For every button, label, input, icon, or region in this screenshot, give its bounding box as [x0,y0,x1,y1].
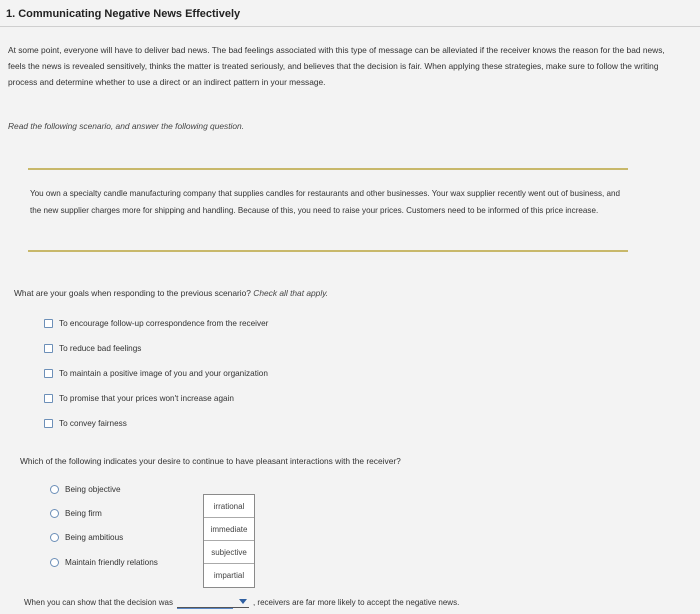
dropdown-option[interactable]: immediate [204,518,254,541]
radio-label: Being firm [65,508,102,518]
radio-label: Being ambitious [65,532,124,542]
radio-icon[interactable] [50,509,59,518]
dropdown-option[interactable]: irrational [204,495,254,518]
instruction-text: Read the following scenario, and answer the following question. [8,121,245,131]
intro-paragraph: At some point, everyone will have to deliver bad news. The bad feelings associated with this type of message can be alleviated if the receiver knows the reason for the bad news, feels the news is revealed sensitively, thinks the matter is treated seriously, and believes that the decision is fair. When applying these strategies, make sure to follow the writing process and determine whether to use a direct or an indirect pattern in your message. [8,45,665,87]
checkbox-option[interactable] [44,416,127,430]
checkbox-icon[interactable] [44,419,53,428]
question-1-prompt [14,288,328,298]
chevron-down-icon[interactable] [239,599,247,604]
checkbox-label: To convey fairness [59,418,127,428]
radio-option[interactable] [50,530,123,544]
page-title: 1. Communicating Negative News Effectively [6,8,241,20]
scenario-top-rule [28,168,628,170]
radio-option[interactable] [50,482,121,496]
sentence-before: When you can show that the decision was [24,597,173,607]
dropdown-option[interactable]: subjective [204,541,254,564]
answer-dropdown[interactable] [177,597,249,608]
radio-icon[interactable] [50,533,59,542]
checkbox-option[interactable] [44,366,268,380]
fill-in-sentence [24,596,459,608]
scenario-box [28,168,628,252]
checkbox-icon[interactable] [44,394,53,403]
dropdown-underline [177,608,233,609]
question-1-text: What are your goals when responding to the previous scenario? [14,288,251,298]
dropdown-option[interactable]: impartial [213,571,245,580]
sentence-after: , receivers are far more likely to accept the negative news. [252,597,460,607]
checkbox-icon[interactable] [44,344,53,353]
radio-option[interactable] [50,555,158,569]
radio-option[interactable] [50,506,102,520]
radio-label: Being objective [65,484,121,494]
checkbox-icon[interactable] [44,319,53,328]
scenario-bottom-rule [28,250,628,252]
title-divider [0,26,700,27]
radio-label: Maintain friendly relations [65,557,158,567]
checkbox-icon[interactable] [44,369,53,378]
checkbox-label: To maintain a positive image of you and your organization [59,368,268,378]
checkbox-option[interactable] [44,316,268,330]
dropdown-options-list [203,494,255,588]
checkbox-label: To encourage follow-up correspondence from the receiver [59,318,269,328]
checkbox-option[interactable] [44,391,234,405]
checkbox-option[interactable] [44,341,141,355]
question-1-hint: Check all that apply. [253,288,329,298]
checkbox-label: To reduce bad feelings [59,343,142,353]
checkbox-label: To promise that your prices won't increase again [59,393,234,403]
radio-icon[interactable] [50,558,59,567]
radio-icon[interactable] [50,485,59,494]
question-2-prompt: Which of the following indicates your desire to continue to have pleasant interactions with the receiver? [20,456,401,466]
scenario-text: You own a specialty candle manufacturing company that supplies candles for restaurants and other businesses. Your wax supplier recently went out of business, and the new supplier charges more for shipping and handling. Because of this, you need to raise your prices. Customers need to be informed of this price increase. [30,189,620,215]
